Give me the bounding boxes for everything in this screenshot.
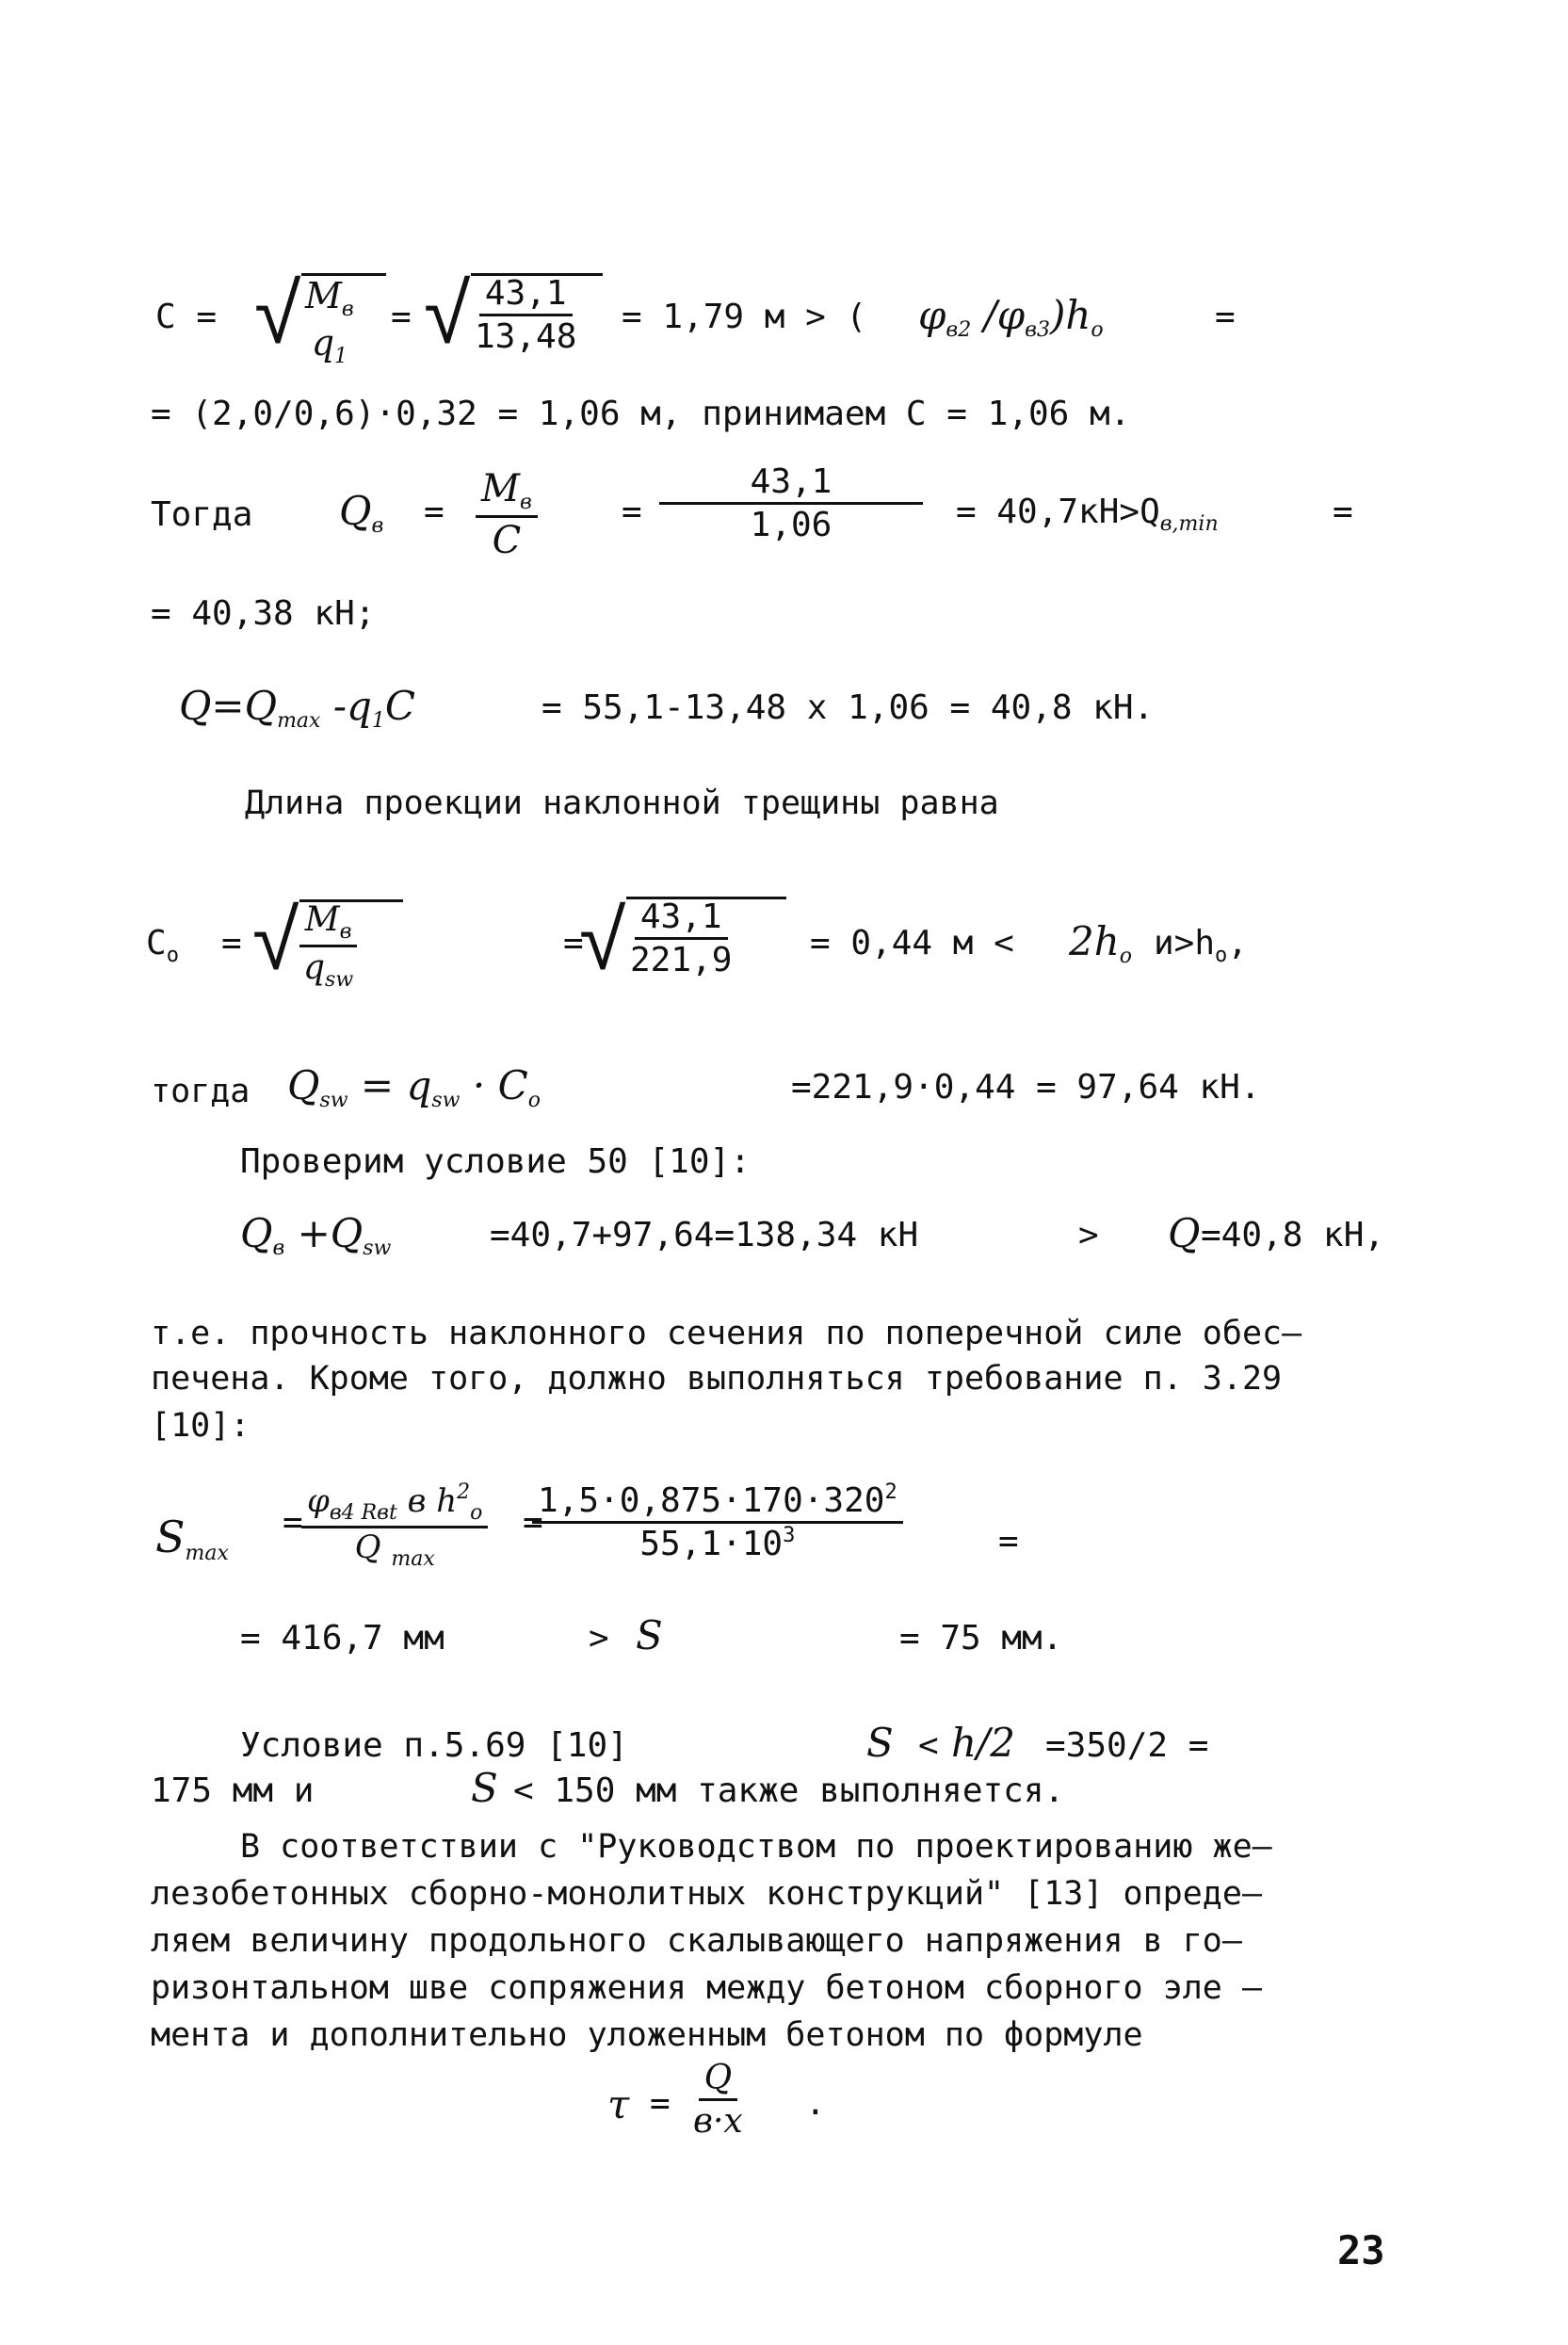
q-symbol: Q [1168,1210,1201,1256]
s-value: = 75 мм. [899,1619,1063,1658]
text-line: ляем величину продольного скалывающего напряжения в го– [151,1922,1242,1960]
togda-label: Тогда [151,495,253,534]
fraction-43-221: $\frac{43,1}{221,9}$ [630,898,733,980]
phi-ratio: $\varphi_{в2}$ $/\varphi_{в3})h_o$ [918,292,1104,342]
eq-sign: = [998,1522,1019,1561]
text-line: ризонтальном шве сопряжения между бетоном сборного эле – [151,1969,1263,2007]
qsw-result: =221,9·0,44 = 97,64 кН. [791,1068,1261,1107]
q-expression: $Q=Q_{max}$ $-q_1C$ [179,683,416,733]
fraction-m-c: $M_в$ C [476,466,538,563]
and-ho: $и>h_o$, [1154,924,1248,967]
fraction-smax-numeric: $\frac{1,5\cdot 0,875\cdot 170\cdot 320^2}{55,1\cdot 10^3}$ [532,1480,903,1564]
check-mid: =40,7+97,64=138,34 кН [490,1216,919,1254]
fraction-smax-symbolic: $\varphi_{в4 Rвt}$ в $h^2_o$ Q $_{max}$ [301,1480,488,1573]
two-ho: $2h_o$ [1069,918,1133,968]
fraction-tau: Q в·x [693,2059,743,2142]
c-lhs: C = [155,298,218,336]
page-number: 23 [1337,2227,1385,2273]
co-lhs: $C_o$ [146,924,179,967]
fraction-43-106: $\frac{43,1}{1,06}$ [659,461,923,545]
s-symbol: S [636,1612,663,1658]
text-line: Проверим условие 50 [10]: [240,1142,751,1181]
fraction-43-13: $\frac{43,1}{13,48}$ [475,274,577,357]
condition-value: =350/2 = [1045,1726,1209,1765]
co-result: = 0,44 м < [810,924,1014,962]
smax-lhs: $S_{max}$ [155,1512,229,1565]
lt-sign: < [918,1726,939,1765]
gt-sign: > [589,1619,609,1658]
fraction-m-q: $M_в$ $q_1$ [305,275,354,369]
eq-sign: = [221,924,242,962]
qb-qsw-expression: $Q_в +Q_{sw}$ [240,1210,392,1260]
s-symbol: S [471,1765,498,1811]
eq-sign: = [563,924,584,962]
eq-sign: = [650,2084,671,2123]
condition-text: 175 мм и [151,1771,315,1810]
text-line: лезобетонных сборно-монолитных конструкций" [13] опреде– [151,1875,1263,1913]
h-half: h/2 [951,1720,1015,1766]
s-symbol: S [866,1720,894,1766]
condition-text: Условие п.5.69 [10] [240,1726,628,1765]
eq-sign: = [1215,298,1236,336]
togda-label: тогда [151,1073,251,1110]
text-line: Длина проекции наклонной трещины равна [245,784,999,822]
tau-symbol: τ [607,2081,630,2127]
sqrt-sign: √ [579,891,626,990]
sqrt-sign: √ [252,891,299,990]
text-line: = 40,38 кН; [151,594,376,633]
text-line: т.е. прочность наклонного сечения по поперечной силе обес– [151,1315,1302,1352]
fraction-m-qsw: $M_в$ $q_{sw}$ [298,899,359,994]
text-line: мента и дополнительно уложенным бетоном по формуле [151,2016,1143,2054]
condition-value: < 150 мм также выполняется. [513,1771,1065,1810]
c-result: = 1,79 м > ( [622,298,867,336]
eq-sign: = [523,1503,543,1542]
eq-sign: = [1333,493,1353,531]
eq-sign: = [424,493,445,531]
qb-result: = $40,7кН>Q_{в,min}$ [956,493,1219,536]
qb-symbol: $Q_в$ [339,488,384,538]
sqrt-sign: √ [254,265,301,364]
sqrt-sign: √ [424,265,471,364]
q-result: = 55,1-13,48 х 1,06 = 40,8 кН. [542,688,1155,727]
eq-sign: = [391,298,412,336]
eq-sign: = [622,493,642,531]
qsw-expression: $Q_{sw} = q_{sw} \cdot C_o$ [287,1062,541,1112]
text-line: = (2,0/0,6)·0,32 = 1,06 м, принимаем С = 1,06 м. [151,395,1131,433]
text-line: В соответствии с "Руководством по проектированию же– [240,1828,1272,1866]
check-result: =40,8 кН, [1201,1216,1385,1254]
text-line: [10]: [151,1407,251,1445]
text-line: печена. Кроме того, должно выполняться требование п. 3.29 [151,1360,1283,1398]
smax-value: = 416,7 мм [240,1619,445,1658]
dot: . [805,2084,826,2123]
eq-sign: = [283,1503,303,1542]
gt-sign: > [1078,1216,1099,1254]
